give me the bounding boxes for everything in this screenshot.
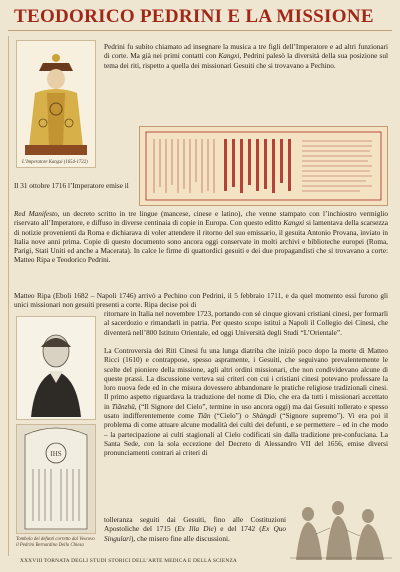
matteo-ripa-portrait xyxy=(16,316,96,420)
svg-text:IHS: IHS xyxy=(50,450,62,458)
figures-engraving xyxy=(286,494,396,560)
paragraph-riti-cinesi: La Controversia dei Riti Cinesi fu una lunga diatriba che iniziò poco dopo la morte di Matteo Ricci (1610) e contrappose, spesso aspramente, i Gesuiti, che seguivano prevalentemente le scelte del pioniere della missione, agli altri ordini missionari, che non condividevano alcune di queste prassi. La discussione verteva sui criteri con cui i cristiani cinesi potevano professare la loro nuova fede ed in che misura dovessero abbandonare le pratiche religiose tradizionali cinesi. Il primo aspetto riguardava la traduzione del nome di Dio, che era da tutti i missionari accettato in Tiānzhǔ, (“Il Signore del Cielo”, termine in uso ancora oggi) ma dai Gesuiti tollerato e spesso usato indifferentemente come Tiān (“Cielo”) o Shàngdì (“Signore supremo”). Vi era poi il problema di come attuare alcune modalità dei culti dei defunti, e se permettere – ed in che modo – la partecipazione ai culti stagionali al Cielo codificati sin dalla tradizione pre-confuciana. La Santa Sede, con la sola eccezione del Decreto di Alessandro VII del 1656, emise diversi pronunciamenti contrari ai criteri di xyxy=(104,347,388,458)
red-manifesto-image xyxy=(139,126,388,206)
tomb-caption-line-1: Tombolo dei defunti corretto dal Vescovo xyxy=(16,537,95,542)
paragraph-collegio-cinesi: ritornare in Italia nel novembre 1723, portando con sé cinque giovani cristiani cinesi, per formarli al sacerdozio e rimandarli in patria. Per questo scopo istituì a Napoli il Collegio dei Cinesi, che diventerà nell’800 Istituto Orientale, ed oggi Università degli Studi “L’Orientale”. xyxy=(104,310,388,337)
paragraph-costituzioni: tolleranza seguiti dai Gesuiti, fino alle Costituzioni Apostoliche del 1715 (Ex Illa Die) e del 1742 (Ex Quo Singulari), che misero fine alle discussioni. xyxy=(104,516,287,543)
paragraph-red-manifesto-start: Il 31 ottobre 1716 l’Imperatore emise il xyxy=(14,182,129,190)
tomb-caption-line-2: il Pedrini Bernardino Della Chiesa xyxy=(16,543,84,548)
left-border-line xyxy=(8,36,9,556)
paragraph-matteo-ripa: Matteo Ripa (Eboli 1682 – Napoli 1746) arrivò a Pechino con Pedrini, il 5 febbraio 1711, e da quel momento essi furono gli unici missionari non gesuiti presenti a corte. Ripa decise poi di xyxy=(14,292,388,310)
tomb-tablet-image xyxy=(16,424,96,534)
emperor-caption: L’Imperatore Kangxi (1654-1722) xyxy=(22,160,88,165)
emperor-kangxi-portrait xyxy=(16,40,96,168)
paragraph-red-manifesto: Red Manifesto, un decreto scritto in tre lingue (mancese, cinese e latino), che venne stampato con l’inchiostro vermiglio riservato all’Imperatore, e diffuso in diverse centinaia di copie in Europa. Con questo editto Kangxi si lamentava della scarsezza di notizie provenienti da Roma e dichiarava di voler attendere il ritorno del suo emissario, il gesuita Antonio Provana, inviato in Italia nove anni prima. Copie di questo documento sono ancora oggi conservate in molti archivi e biblioteche europei (Roma, Parigi, Stati Uniti ed anche a Macerata). In calce le firme di quattordici gesuiti e dei due propagandisti che si trovavano a corte: Matteo Ripa e Teodorico Pedrini. xyxy=(14,210,388,265)
title-divider xyxy=(8,30,392,31)
paragraph-intro: Pedrini fu subito chiamato ad insegnare la musica a tre figli dell’Imperatore e ad altri funzionari di corte. Ma già nei primi contatti con Kangxi, Pedrini palesò la diversità della sua posizione sul tema dei riti, rispetto a quella dei missionari Gesuiti che si trovavano a Pechino. xyxy=(104,43,388,70)
footer-text: XXXVIII TORNATA DEGLI STUDI STORICI DELL’ARTE MEDICA E DELLA SCIENZA xyxy=(20,558,238,564)
page-title: TEODORICO PEDRINI E LA MISSIONE xyxy=(14,6,374,27)
